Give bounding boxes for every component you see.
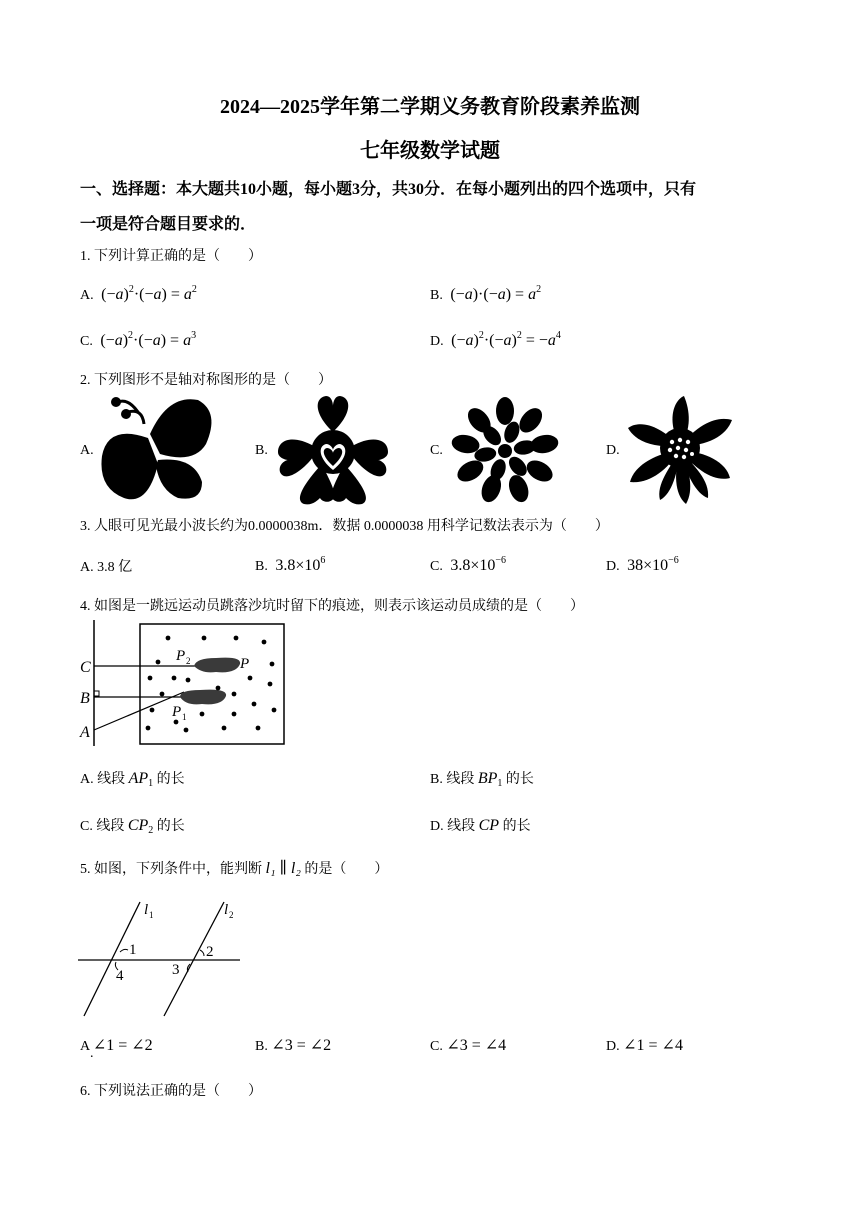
point-c-label: C bbox=[80, 659, 91, 676]
q4-option-a[interactable]: A. 线段 $AP_1$ 的长 bbox=[80, 770, 185, 789]
point-p1-label: P bbox=[172, 704, 182, 720]
line-l1-label: l bbox=[144, 902, 149, 918]
angle-4-label: 4 bbox=[116, 968, 124, 984]
point-b-label: B bbox=[80, 690, 90, 707]
q3-option-c[interactable]: C. $3.8\times 10^{-6}$ bbox=[430, 555, 507, 574]
exam-title: 2024—2025学年第二学期义务教育阶段素养监测 bbox=[220, 96, 640, 118]
q3-option-b[interactable]: B. $3.8\times 10^6$ bbox=[255, 555, 326, 574]
exam-subtitle: 七年级数学试题 bbox=[360, 140, 500, 162]
q5-option-b[interactable]: B. ∠3 = ∠2 bbox=[255, 1037, 332, 1054]
q1-option-c[interactable]: C. $(-a)^2\cdot(-a) = a^3$ bbox=[80, 330, 197, 349]
parallel-lines-figure bbox=[76, 898, 246, 1022]
question-1-stem: 1. 下列计算正确的是（ ） bbox=[80, 249, 262, 264]
q2-option-a-label[interactable]: A. bbox=[80, 443, 94, 458]
question-4-stem: 4. 如图是一跳远运动员跳落沙坑时留下的痕迹，则表示该运动员成绩的是（ ） bbox=[80, 599, 584, 614]
point-p-label: P bbox=[240, 656, 250, 672]
q1-option-d[interactable]: D. $(-a)^2\cdot(-a)^2 = -a^4$ bbox=[430, 330, 561, 349]
line-l1-subscript: 1 bbox=[149, 910, 154, 920]
angle-1-label: 1 bbox=[129, 942, 137, 958]
section-instructions-line1: 一、选择题：本大题共10小题，每小题3分，共30分．在每小题列出的四个选项中，只有 bbox=[80, 181, 697, 198]
butterfly-icon[interactable] bbox=[98, 394, 218, 506]
lotus-flower-icon[interactable] bbox=[624, 394, 736, 506]
petal-flower-icon[interactable] bbox=[448, 396, 562, 506]
q2-option-c-label[interactable]: C. bbox=[430, 443, 443, 458]
point-a-label: A bbox=[80, 724, 90, 741]
q5-option-d[interactable]: D. ∠1 = ∠4 bbox=[606, 1037, 683, 1054]
q3-option-a[interactable]: A. 3.8 亿 bbox=[80, 560, 133, 575]
q1-option-b[interactable]: B. $(-a)\cdot(-a) = a^2$ bbox=[430, 284, 542, 303]
q1-option-a[interactable]: A. $(-a)^2\cdot(-a) = a^2$ bbox=[80, 284, 197, 303]
point-p2-label: P bbox=[176, 648, 186, 664]
heart-flower-icon[interactable] bbox=[274, 394, 392, 506]
point-p2-subscript: 2 bbox=[186, 656, 191, 666]
line-l2-label: l bbox=[224, 902, 229, 918]
point-p1-subscript: 1 bbox=[182, 712, 187, 722]
q2-option-b-label[interactable]: B. bbox=[255, 443, 268, 458]
q4-option-d[interactable]: D. 线段 CP 的长 bbox=[430, 817, 531, 834]
long-jump-figure bbox=[76, 618, 288, 748]
angle-2-label: 2 bbox=[206, 944, 214, 960]
stray-period: . bbox=[90, 1046, 94, 1061]
q2-option-d-label[interactable]: D. bbox=[606, 443, 620, 458]
q5-option-c[interactable]: C. ∠3 = ∠4 bbox=[430, 1037, 507, 1054]
line-l2-subscript: 2 bbox=[229, 910, 234, 920]
question-5-stem: 5. 如图，下列条件中，能判断 l₁ ∥ l₂ 的是（ ） bbox=[80, 860, 389, 877]
question-3-stem: 3. 人眼可见光最小波长约为0.0000038m．数据 0.0000038 用科学记数法表示为（ ） bbox=[80, 519, 609, 534]
question-6-stem: 6. 下列说法正确的是（ ） bbox=[80, 1084, 262, 1099]
q4-option-b[interactable]: B. 线段 $BP_1$ 的长 bbox=[430, 770, 534, 789]
q3-option-d[interactable]: D. $38\times 10^{-6}$ bbox=[606, 555, 679, 574]
question-2-stem: 2. 下列图形不是轴对称图形的是（ ） bbox=[80, 373, 332, 388]
section-instructions-line2: 一项是符合题目要求的． bbox=[80, 216, 257, 233]
q5-option-a[interactable]: A ∠1 = ∠2 bbox=[80, 1037, 153, 1054]
angle-3-label: 3 bbox=[172, 962, 180, 978]
q4-option-c[interactable]: C. 线段 $CP_2$ 的长 bbox=[80, 817, 185, 836]
